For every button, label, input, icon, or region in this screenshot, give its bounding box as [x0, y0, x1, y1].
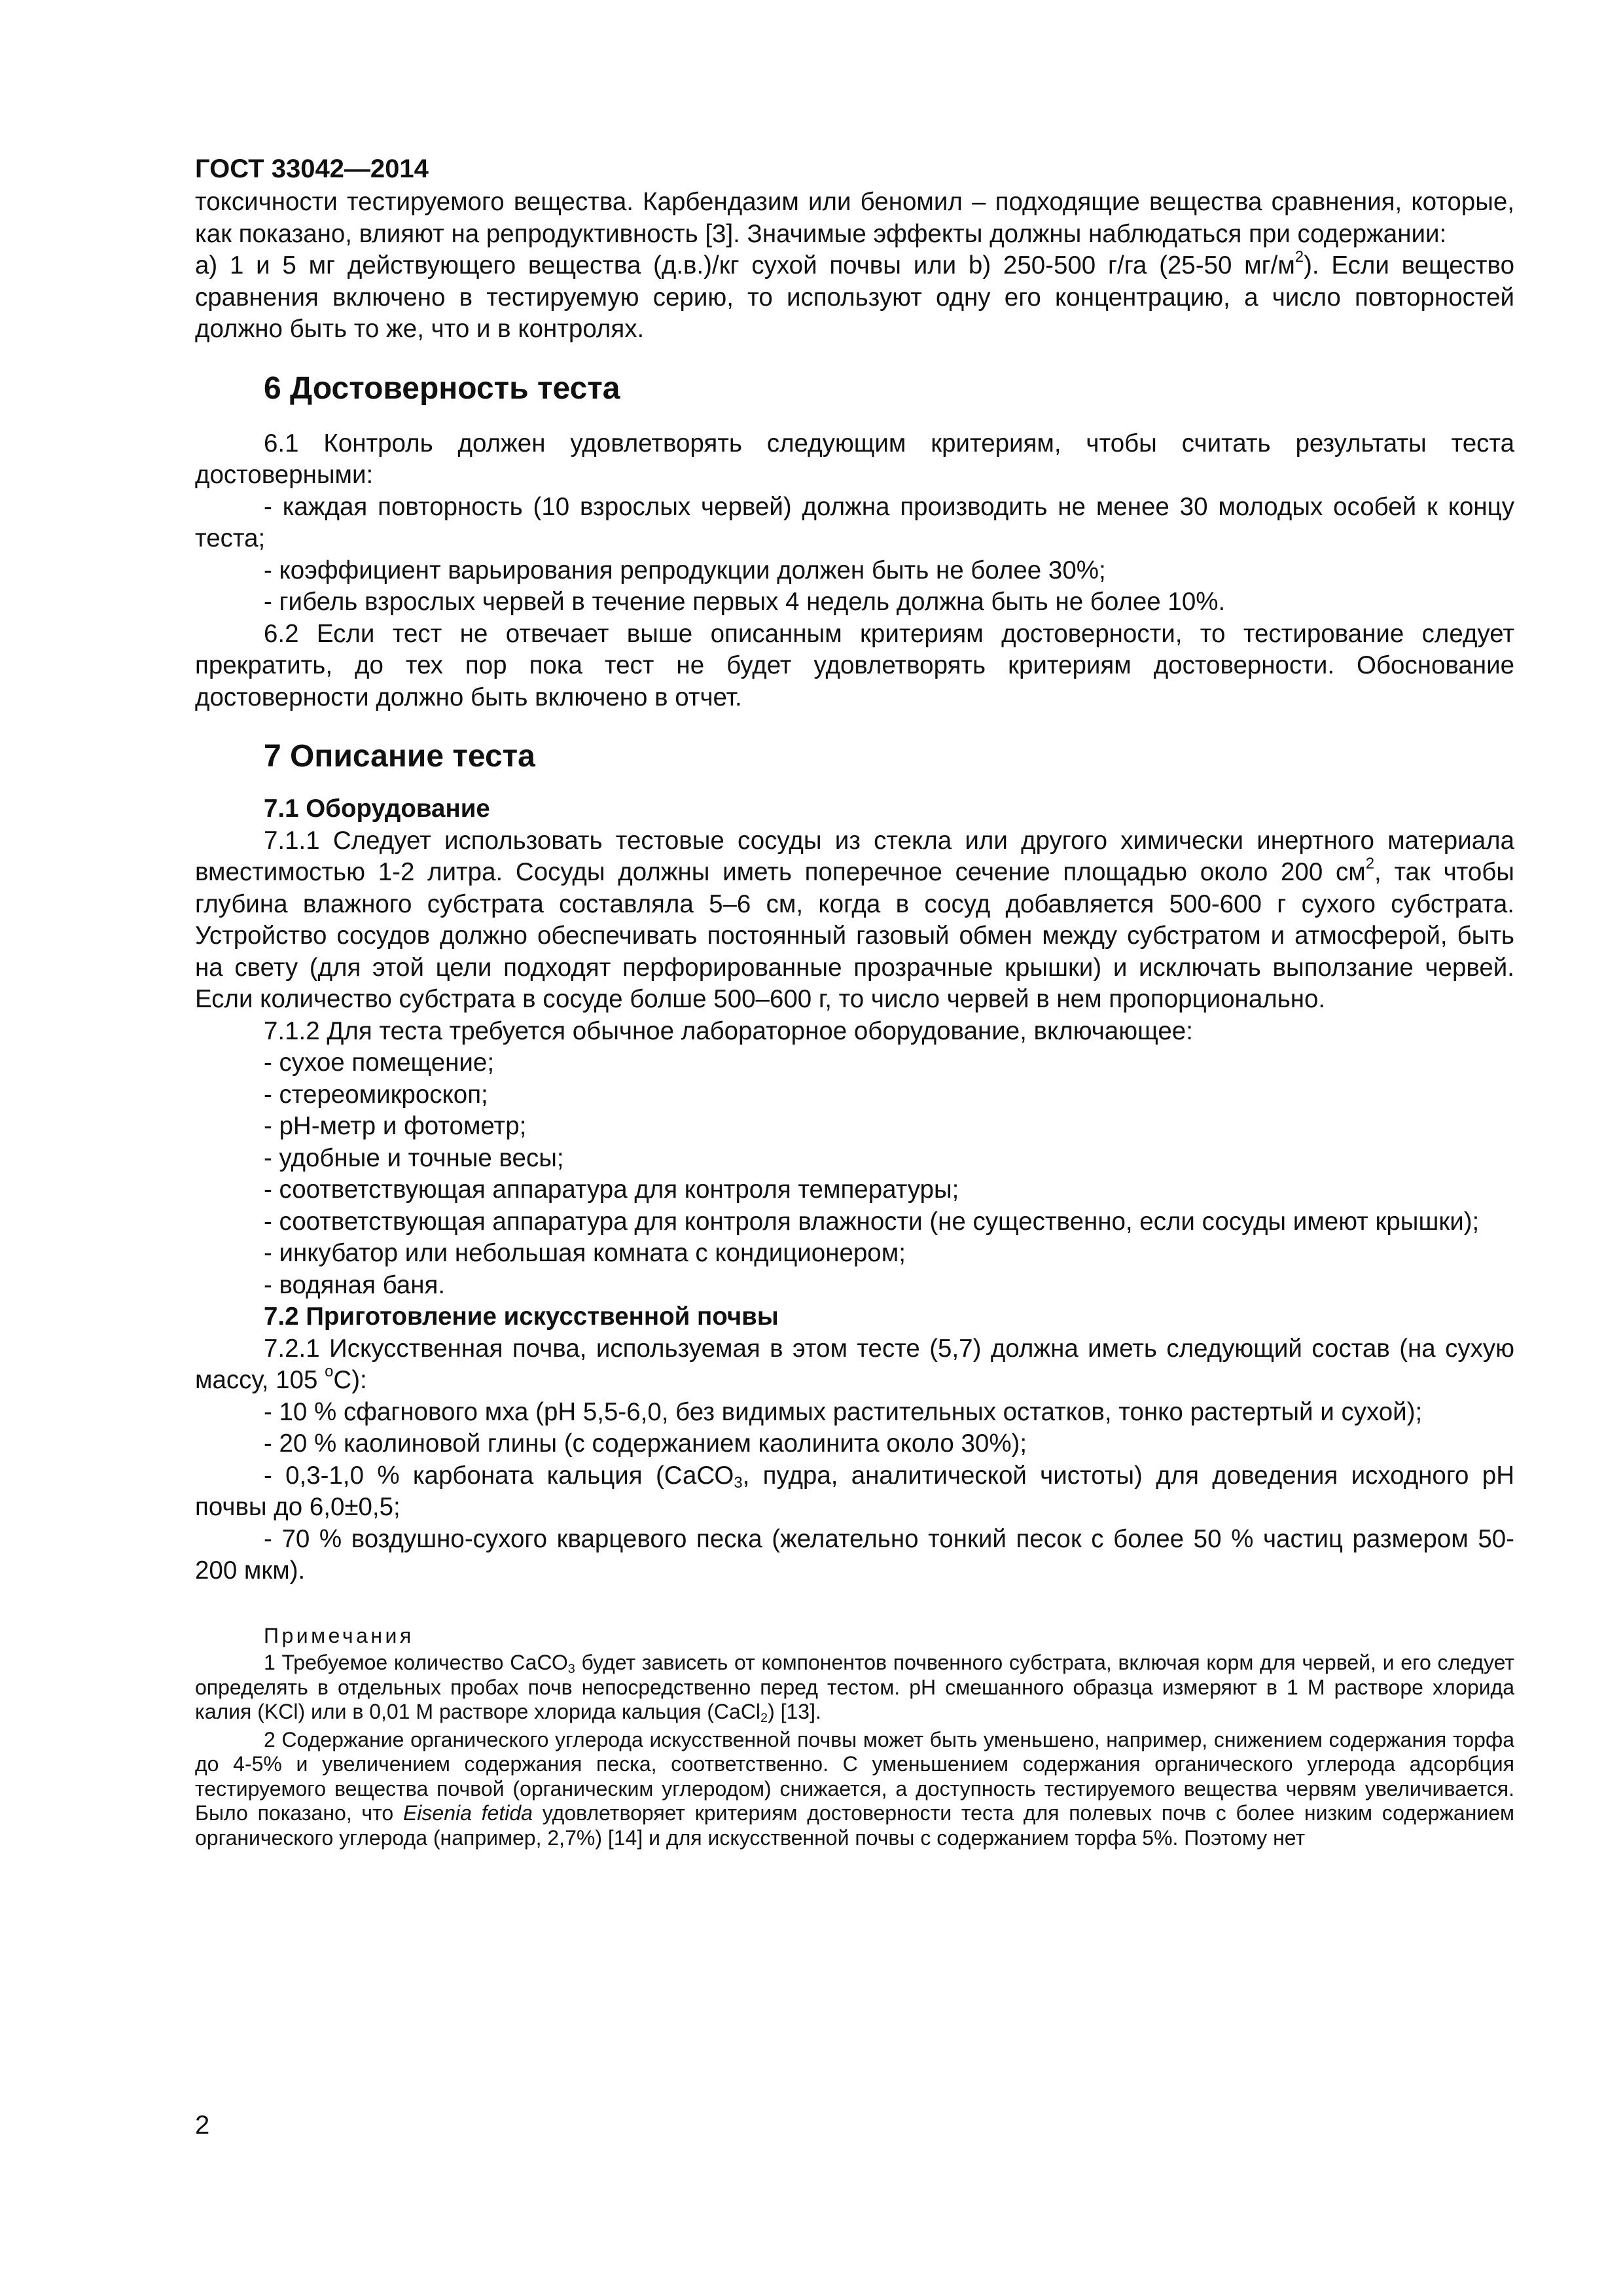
equipment-item: - водяная баня.: [264, 1270, 446, 1299]
equipment-item: - рН-метр и фотометр;: [264, 1112, 527, 1140]
equipment-item: - стереомикроскоп;: [264, 1080, 488, 1109]
composition-item: - 70 % воздушно-сухого кварцевого песка (желательно тонкий песок с более 50 % частиц размером 50-200 мкм).: [195, 1524, 1514, 1585]
criterion-item: - коэффициент варьирования репродукции должен быть не более 30%;: [264, 556, 1106, 584]
note-2: 2 Содержание органического углерода искусственной почвы может быть уменьшено, например, снижением содержания торфа до 4-5% и увеличением содержания песка, соответственно. С уменьшением содержания органического углерода адсорбция тестируемого вещества почвой (органическим углеродом) снижается, а доступность тестируемого вещества червям увеличивается. Было показано, что Eisenia fetida удовлетворяет критериям достоверности теста для полевых почв с более низким содержанием органического углерода (например, 2,7%) [14] и для искусственной почвы с содержанием торфа 5%. Поэтому нет: [195, 1727, 1515, 1850]
equipment-item: - соответствующая аппаратура для контроля влажности (не существенно, если сосуды имеют крышки);: [264, 1207, 1480, 1236]
equipment-item: - соответствующая аппаратура для контроля температуры;: [264, 1175, 959, 1204]
subsection-7-1-title: 7.1 Оборудование: [264, 795, 490, 823]
paragraph-7-1-2: 7.1.2 Для теста требуется обычное лабораторное оборудование, включающее:: [264, 1016, 1193, 1045]
page-number: 2: [195, 2111, 210, 2140]
equipment-item: - инкубатор или небольшая комната с кондиционером;: [264, 1239, 906, 1267]
criterion-item: - гибель взрослых червей в течение первых 4 недель должна быть не более 10%.: [264, 588, 1226, 616]
paragraph-6-2: 6.2 Если тест не отвечает выше описанным критериям достоверности, то тестирование следует прекратить, до тех пор пока тест не будет удовлетворять критериям достоверности. Обоснование достоверности должно быть включено в отчет.: [195, 619, 1514, 711]
intro-paragraph-1: токсичности тестируемого вещества. Карбендазим или беномил – подходящие вещества сравнения, которые, как показано, влияют на репродуктивность [3]. Значимые эффекты должны наблюдаться при содержании:: [195, 188, 1514, 248]
equipment-item: - удобные и точные весы;: [264, 1143, 564, 1172]
composition-item: - 0,3-1,0 % карбоната кальция (СаСО$_3$, пудра, аналитической чистоты) для доведения исходного рН почвы до 6,0±0,5;: [195, 1461, 1514, 1521]
subsection-7-2-title: 7.2 Приготовление искусственной почвы: [264, 1302, 779, 1331]
section-7-title: 7 Описание теста: [264, 739, 535, 774]
composition-item: - 20 % каолиновой глины (с содержанием каолинита около 30%);: [264, 1429, 1027, 1458]
criterion-item: - каждая повторность (10 взрослых червей) должна производить не менее 30 молодых особей к концу теста;: [195, 492, 1514, 552]
notes-block: [195, 1624, 1514, 1851]
intro-paragraph-2: а) 1 и 5 мг действующего вещества (д.в.)/кг сухой почвы или b) 250-500 г/га (25-50 $мг/м^2$). Если вещество сравнения включено в тестируемую серию, то используют одну его концентрацию, а число повторностей должно быть то же, что и в контролях.: [195, 248, 1514, 343]
paragraph-7-2-1: 7.2.1 Искусственная почва, используемая в этом тесте (5,7) должна иметь следующий состав (на сухую массу, 105 $^о$С):: [195, 1334, 1514, 1394]
section-6-title: 6 Достоверность теста: [264, 370, 620, 406]
document-page: [195, 152, 1514, 1850]
paragraph-7-1-1: 7.1.1 Следует использовать тестовые сосуды из стекла или другого химически инертного материала вместимостью 1-2 литра. Сосуды должны иметь поперечное сечение площадью около 200 $см^2$, так чтобы глубина влажного субстрата составляла 5–6 см, когда в сосуд добавляется 500-600 г сухого субстрата. Устройство сосудов должно обеспечивать постоянный газовый обмен между субстратом и атмосферой, быть на свету (для этой цели подходят перфорированные прозрачные крышки) и исключать выползание червей. Если количество субстрата в сосуде болше 500–600 г, то число червей в нем пропорционально.: [195, 826, 1514, 1013]
document-header: ГОСТ 33042—2014: [195, 154, 429, 183]
equipment-item: - сухое помещение;: [264, 1049, 495, 1077]
notes-title: Примечания: [264, 1623, 414, 1647]
note-1: 1 Требуемое количество СаСО$_3$ будет зависеть от компонентов почвенного субстрата, включая корм для червей, и его следует определять в отдельных пробах почв непосредственно перед тестом. рН смешанного образца измеряют в 1 М растворе хлорида калия (KCl) или в 0,01 М растворе хлорида кальция (CaCl$_2$) [13].: [195, 1651, 1515, 1725]
paragraph-6-1: 6.1 Контроль должен удовлетворять следующим критериям, чтобы считать результаты теста достоверными:: [195, 429, 1514, 489]
composition-item: - 10 % сфагнового мха (рН 5,5-6,0, без видимых растительных остатков, тонко растертый и сухой);: [264, 1397, 1423, 1426]
